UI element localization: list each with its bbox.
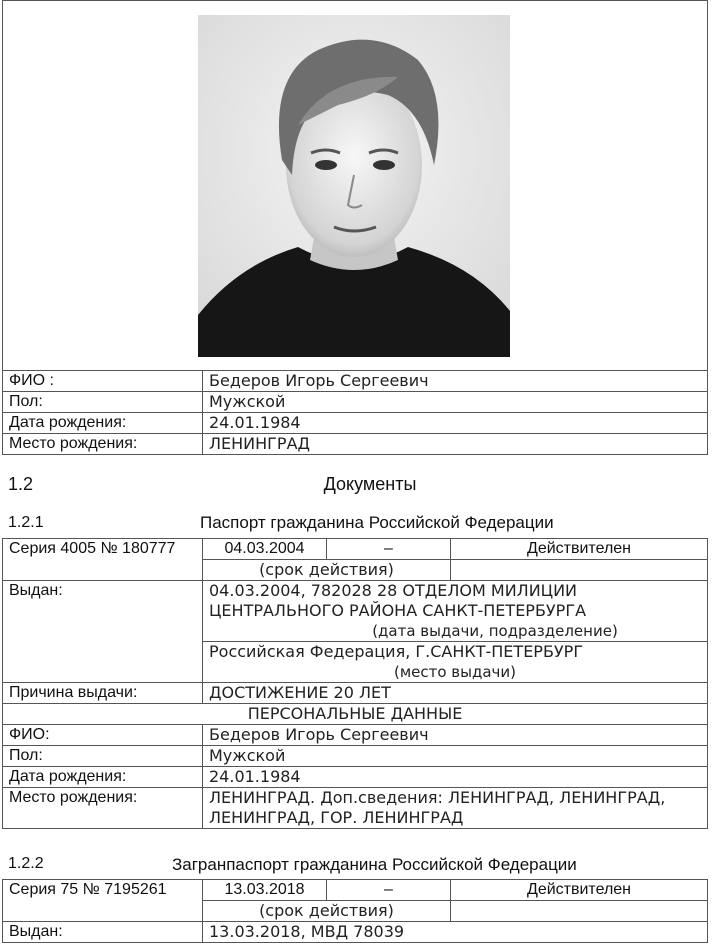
pob-value: ЛЕНИНГРАД [203,434,708,455]
passport-pob-label: Место рождения: [3,788,203,829]
passport-dob-label: Дата рождения: [3,767,203,788]
passport-reason-value: ДОСТИЖЕНИЕ 20 ЛЕТ [203,683,708,704]
person-photo [198,15,510,357]
passport-status-cell [451,560,708,581]
table-row [3,539,708,560]
dob-value: 24.01.1984 [203,413,708,434]
foreign-table [2,879,708,943]
sex-value: Мужской [203,392,708,413]
table-row [3,413,708,434]
fio-value: Бедеров Игорь Сергеевич [203,371,708,392]
passport-sex-value: Мужской [203,746,708,767]
passport-sex-label: Пол: [3,746,203,767]
foreign-status-cell [451,901,708,922]
passport-status: Действителен [451,539,708,560]
passport-fio-value: Бедеров Игорь Сергеевич [203,725,708,746]
table-row [3,880,708,901]
passport-issued-label: Выдан: [3,581,203,683]
table-row [3,788,708,829]
passport-start-date: 04.03.2004 [203,539,327,560]
passport-issued-line2: ЦЕНТРАЛЬНОГО РАЙОНА САНКТ-ПЕТЕРБУРГА [209,601,587,620]
table-row [3,725,708,746]
passport-pob-line1: ЛЕНИНГРАД. Доп.сведения: ЛЕНИНГРАД, ЛЕНИНГРАД, [209,788,666,807]
foreign-validity-caption: (срок действия) [203,901,451,922]
table-row [3,683,708,704]
pob-label: Место рождения: [3,434,203,455]
passport-fio-label: ФИО: [3,725,203,746]
table-row [3,581,708,642]
table-row [3,922,708,943]
foreign-title: Загранпаспорт гражданина Российской Федерации [172,855,577,874]
passport-pob-line2: ЛЕНИНГРАД, ГОР. ЛЕНИНГРАД [209,808,464,827]
foreign-status: Действителен [451,880,708,901]
table-row [3,767,708,788]
foreign-issued-value: 13.03.2018, МВД 78039 [203,922,708,943]
passport-number: 1.2.1 [8,514,44,531]
personal-data-header: ПЕРСОНАЛЬНЫЕ ДАННЫЕ [3,704,708,725]
person-table [2,370,708,455]
foreign-end-date: – [327,880,451,901]
passport-issued-caption: (дата выдачи, подразделение) [372,622,618,640]
passport-issued-line1: 04.03.2004, 782028 28 ОТДЕЛОМ МИЛИЦИИ [209,581,578,600]
foreign-issued-label: Выдан: [3,922,203,943]
table-row [3,746,708,767]
foreign-start-date: 13.03.2018 [203,880,327,901]
passport-series: Серия 4005 № 180777 [3,539,203,581]
table-row [3,392,708,413]
passport-reason-label: Причина выдачи: [3,683,203,704]
photo-frame [2,0,708,370]
passport-place-line: Российская Федерация, Г.САНКТ-ПЕТЕРБУРГ [209,642,584,661]
passport-place-caption: (место выдачи) [393,663,517,681]
passport-table [2,538,708,829]
sex-label: Пол: [3,392,203,413]
fio-label: ФИО : [3,371,203,392]
table-row [3,704,708,725]
passport-title: Паспорт гражданина Российской Федерации [200,513,554,532]
dob-label: Дата рождения: [3,413,203,434]
section-number: 1.2 [8,474,34,494]
passport-validity-caption: (срок действия) [203,560,451,581]
table-row [3,434,708,455]
foreign-number: 1.2.2 [8,855,44,872]
passport-dob-value: 24.01.1984 [203,767,708,788]
table-row [3,371,708,392]
passport-end-date: – [327,539,451,560]
section-title: Документы [323,474,417,494]
foreign-series: Серия 75 № 7195261 [3,880,203,922]
